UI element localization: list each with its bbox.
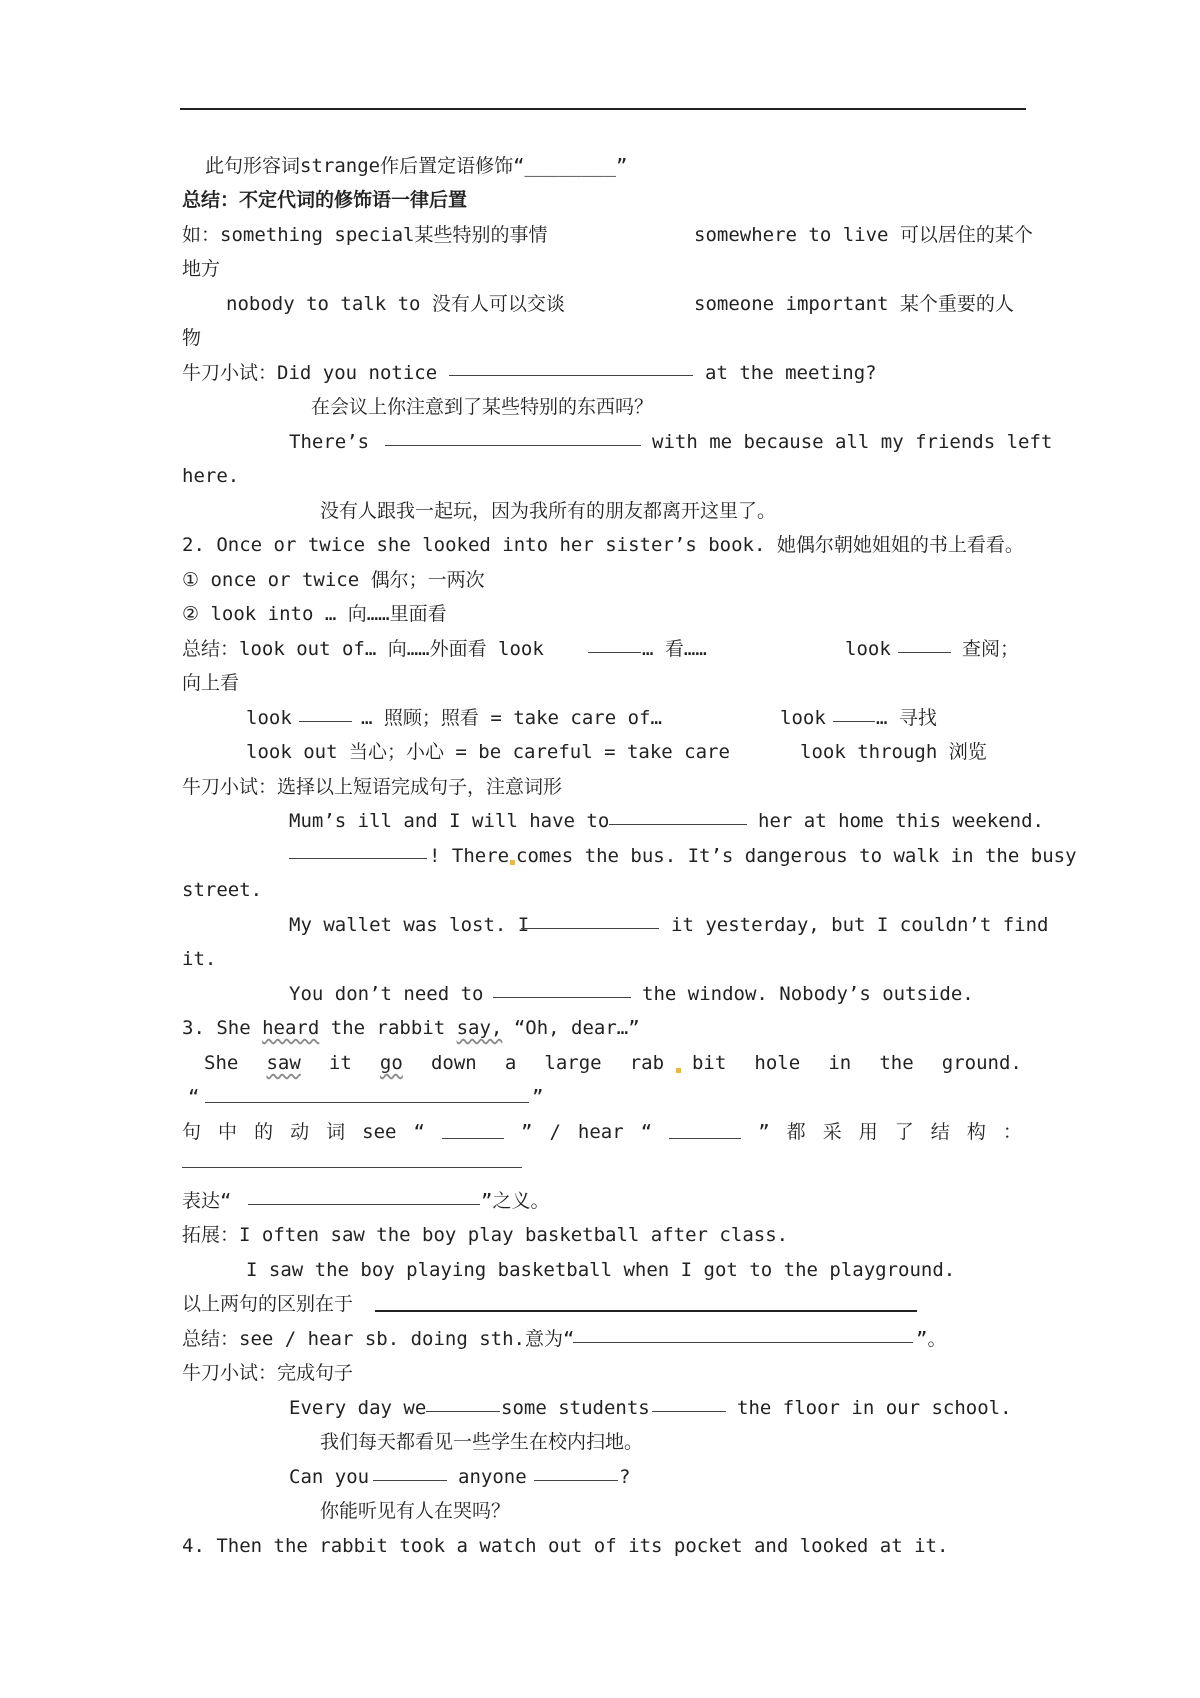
underlined-word: go <box>379 1052 403 1074</box>
text-line: anyone <box>458 1466 527 1488</box>
word: hole <box>754 1052 801 1074</box>
text-line: “ <box>188 1086 200 1108</box>
word: ground. <box>941 1052 1022 1074</box>
text-span: “Oh, dear…” <box>513 1017 640 1039</box>
text-line: look <box>845 638 891 660</box>
word: 词 <box>326 1121 346 1143</box>
word: 构 <box>966 1121 986 1143</box>
text-line: 此句形容词strange作后置定语修饰“________” <box>205 155 628 177</box>
word-part: rab <box>629 1052 665 1074</box>
answer-blank[interactable] <box>426 1411 500 1412</box>
text-line: ① once or twice 偶尔；一两次 <box>182 569 485 591</box>
text-span: 3. She <box>182 1017 251 1039</box>
answer-blank[interactable] <box>493 997 631 998</box>
text-line: I saw the boy playing basketball when I got to the playground. <box>246 1259 956 1281</box>
word: 用 <box>858 1121 878 1143</box>
text-line: 没有人跟我一起玩，因为我所有的朋友都离开这里了。 <box>320 500 777 522</box>
text-line: 向上看 <box>182 672 240 694</box>
text-line: ② look into … 向……里面看 <box>182 603 447 625</box>
text-line: … 照顾；照看 = take care of… <box>361 707 662 729</box>
answer-blank[interactable] <box>375 1310 917 1312</box>
text-line: at the meeting? <box>705 362 877 384</box>
text-line: 如：something special某些特别的事情 <box>182 224 548 246</box>
text-line: ? <box>619 1466 631 1488</box>
text-line: it. <box>182 948 217 970</box>
word: 结 <box>930 1121 950 1143</box>
text-line: 地方 <box>182 258 221 280</box>
word: ” <box>758 1121 770 1143</box>
text-line: nobody to talk to 没有人可以交谈 <box>226 293 565 315</box>
highlight-mark <box>676 1068 681 1073</box>
text-line: There’s <box>289 431 370 453</box>
text-line: 我们每天都看见一些学生在校内扫地。 <box>320 1431 644 1453</box>
text-line: 总结：see / hear sb. doing sth.意为“ <box>182 1328 575 1350</box>
text-line: 你能听见有人在哭吗？ <box>320 1500 511 1522</box>
text-line: look <box>246 707 292 729</box>
text-line: … 寻找 <box>876 707 937 729</box>
text-line: it yesterday, but I couldn’t find <box>671 914 1049 936</box>
word: / <box>549 1121 561 1143</box>
text-line: with me because all my friends left <box>652 431 1053 453</box>
text-line: comes the bus. It’s dangerous to walk in the busy <box>516 845 1077 867</box>
text-line: 查阅； <box>962 638 1020 660</box>
answer-blank[interactable] <box>669 1118 741 1139</box>
text-line: look <box>780 707 826 729</box>
spaced-sentence <box>204 1049 1022 1077</box>
answer-blank[interactable] <box>588 652 641 653</box>
text-line: Can you <box>289 1466 370 1488</box>
answer-blank[interactable] <box>205 1102 529 1103</box>
text-line: ” <box>532 1086 544 1108</box>
answer-blank[interactable] <box>833 721 875 722</box>
underlined-word: saw <box>266 1052 301 1074</box>
word: down <box>430 1052 477 1074</box>
word: see <box>362 1121 397 1143</box>
text-line: somewhere to live 可以居住的某个 <box>694 224 1033 246</box>
text-span: the rabbit <box>330 1017 446 1039</box>
text-line: street. <box>182 879 263 901</box>
section-heading <box>182 1014 640 1042</box>
word: it <box>328 1052 352 1074</box>
text-line: Mum’s ill and I will have to <box>289 810 610 832</box>
word: a <box>504 1052 517 1074</box>
text-line: here. <box>182 465 240 487</box>
answer-blank[interactable] <box>534 1480 618 1481</box>
text-line: 牛刀小试：Did you notice <box>182 362 438 384</box>
text-line: her at home this weekend. <box>758 810 1044 832</box>
answer-blank[interactable] <box>385 445 641 446</box>
answer-blank[interactable] <box>248 1204 480 1205</box>
text-line: 物 <box>182 327 202 349</box>
section-heading: 4. Then the rabbit took a watch out of its pocket and looked at it. <box>182 1535 949 1557</box>
text-line: 表达“ <box>182 1190 232 1212</box>
word <box>630 1049 727 1077</box>
answer-blank[interactable] <box>182 1167 522 1168</box>
word: in <box>828 1052 852 1074</box>
answer-blank[interactable] <box>442 1118 504 1139</box>
text-line: look out 当心；小心 = be careful = take care <box>246 741 730 763</box>
word: 句 <box>182 1121 202 1143</box>
text-line: look through 浏览 <box>800 741 987 763</box>
answer-blank[interactable] <box>521 928 659 929</box>
word-part: bit <box>691 1052 727 1074</box>
spaced-sentence <box>182 1118 1022 1146</box>
answer-blank[interactable] <box>289 858 427 859</box>
summary-heading: 总结：不定代词的修饰语一律后置 <box>182 189 468 211</box>
text-line: 牛刀小试：完成句子 <box>182 1362 354 1384</box>
text-line: some students <box>501 1397 650 1419</box>
highlight-mark <box>510 860 515 865</box>
answer-blank[interactable] <box>898 652 951 653</box>
text-line: 在会议上你注意到了某些特别的东西吗？ <box>311 396 654 418</box>
word: ： <box>1002 1121 1022 1143</box>
text-line: My wallet was lost. I <box>289 914 530 936</box>
word: hear <box>577 1121 624 1143</box>
word: 都 <box>786 1121 806 1143</box>
word: ” <box>520 1121 533 1143</box>
text-line: ! There <box>429 845 510 867</box>
word: 了 <box>894 1121 914 1143</box>
answer-blank[interactable] <box>373 1480 447 1481</box>
text-line: ”。 <box>916 1328 947 1350</box>
word: “ <box>413 1121 425 1143</box>
text-line: Every day we <box>289 1397 427 1419</box>
text-line: 总结：look out of… 向……外面看 look <box>182 638 544 660</box>
underlined-word: heard <box>262 1017 320 1039</box>
text-line: ”之义。 <box>481 1190 550 1212</box>
word: 采 <box>822 1121 842 1143</box>
word: the <box>879 1052 914 1074</box>
text-line: … 看…… <box>642 638 707 660</box>
answer-blank[interactable] <box>609 824 747 825</box>
answer-blank[interactable] <box>652 1411 726 1412</box>
section-heading: 2. Once or twice she looked into her sister’s book. 她偶尔朝她姐姐的书上看看。 <box>182 534 1024 556</box>
answer-blank[interactable] <box>573 1342 913 1343</box>
underlined-word: say, <box>456 1017 503 1039</box>
word: 的 <box>254 1121 274 1143</box>
header-rule <box>180 108 1026 110</box>
answer-blank[interactable] <box>299 721 352 722</box>
answer-blank[interactable] <box>449 375 693 376</box>
text-line: You don’t need to <box>289 983 484 1005</box>
word: large <box>544 1052 602 1074</box>
text-line: 以上两句的区别在于 <box>182 1293 354 1315</box>
word: “ <box>640 1121 653 1143</box>
text-line: 牛刀小试：选择以上短语完成句子，注意词形 <box>182 776 563 798</box>
text-line: 拓展：I often saw the boy play basketball after class. <box>182 1224 789 1246</box>
word: 动 <box>290 1121 310 1143</box>
text-line: the window. Nobody’s outside. <box>642 983 974 1005</box>
text-line: someone important 某个重要的人 <box>694 293 1014 315</box>
text-line: the floor in our school. <box>737 1397 1012 1419</box>
word: She <box>204 1052 239 1074</box>
word: 中 <box>218 1121 238 1143</box>
